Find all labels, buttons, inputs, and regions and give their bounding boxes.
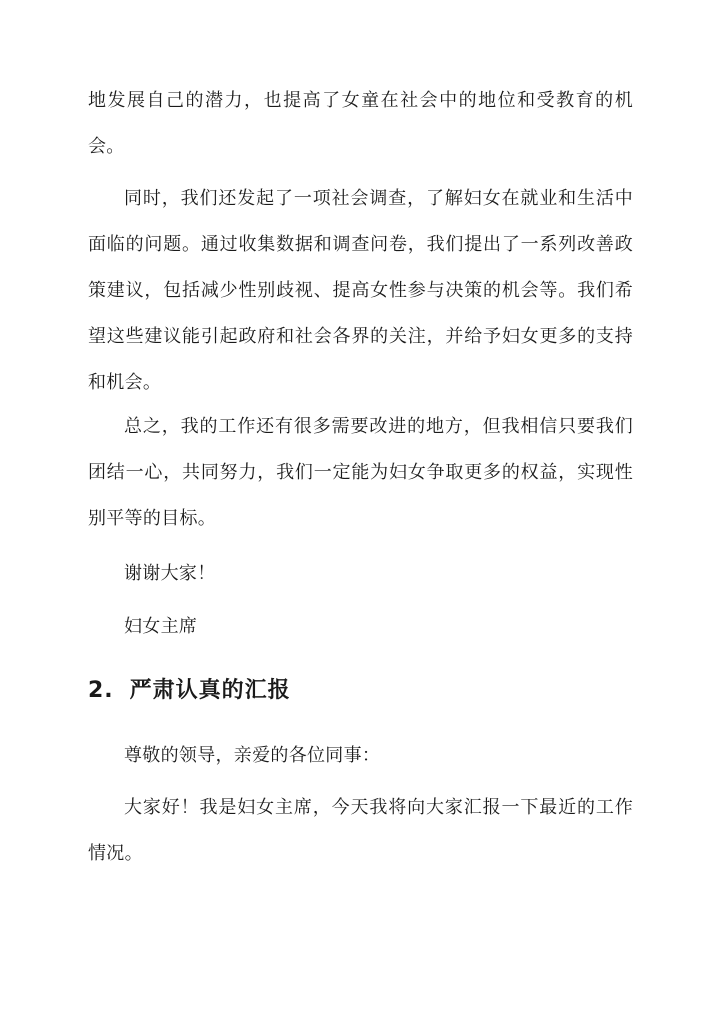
- paragraph-survey: 同时，我们还发起了一项社会调查，了解妇女在就业和生活中面临的问题。通过收集数据和调查问卷，我们提出了一系列改善政策建议，包括减少性别歧视、提高女性参与决策的机会等。我们希望这些建议能引起政府和社会各界的关注，并给予妇女更多的支持和机会。: [88, 188, 633, 393]
- paragraph-signature: 妇女主席: [124, 616, 198, 637]
- paragraph-intro: 大家好！我是妇女主席，今天我将向大家汇报一下最近的工作情况。: [88, 797, 633, 864]
- paragraph-continuation: 地发展自己的潜力，也提高了女童在社会中的地位和受教育的机会。: [88, 90, 633, 157]
- paragraph-thanks: 谢谢大家！: [124, 563, 216, 584]
- section-number: 2.: [88, 678, 114, 703]
- paragraph-conclusion: 总之，我的工作还有很多需要改进的地方，但我相信只要我们团结一心，共同努力，我们一定能为妇女争取更多的权益，实现性别平等的目标。: [88, 416, 633, 529]
- section-title: 严肃认真的汇报: [129, 678, 291, 703]
- paragraph-salutation: 尊敬的领导，亲爱的各位同事：: [124, 745, 381, 766]
- section-heading: [88, 668, 291, 714]
